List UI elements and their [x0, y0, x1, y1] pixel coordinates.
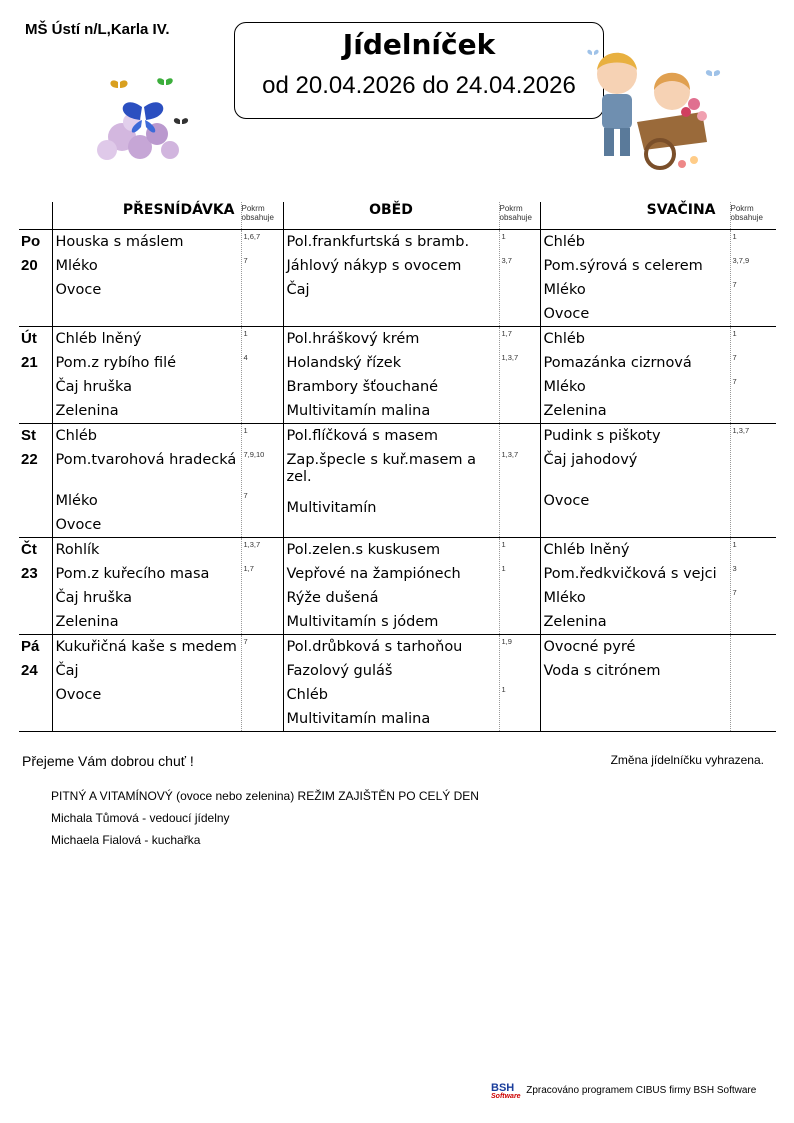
allergen-codes [244, 707, 283, 731]
menu-item: Jáhlový nákyp s ovocem [286, 258, 462, 274]
allergen-codes: 4 [243, 353, 248, 362]
lunch-allergens [499, 230, 540, 327]
menu-item: Brambory šťouchané [286, 379, 439, 395]
menu-item: Čaj hruška [55, 590, 133, 606]
lunch-allergens [499, 424, 540, 538]
footer-change-note: Změna jídelníčku vyhrazena. [610, 753, 764, 767]
lunch-allergens [499, 327, 540, 424]
menu-item: Ovocné pyré [543, 639, 636, 655]
menu-item: Ovoce [55, 687, 102, 703]
manager-name: Michala Tůmová - vedoucí jídelny [51, 811, 230, 825]
menu-item: Ovoce [55, 517, 102, 533]
bsh-logo: BSH Software [491, 1082, 521, 1100]
children-cart-icon [582, 42, 732, 192]
lunch-allergens [499, 538, 540, 635]
table-row [19, 230, 776, 327]
allergen-codes: 1,3,7 [501, 353, 519, 362]
menu-item: Holandský řízek [286, 355, 402, 371]
allergen-codes [244, 302, 283, 326]
day-cell [19, 635, 52, 732]
breakfast-items [52, 424, 241, 538]
allergen-codes: 7 [732, 280, 737, 289]
lunch-items [283, 230, 499, 327]
header-allergens: Pokrm obsahuje [499, 202, 540, 230]
snack-items [540, 635, 730, 732]
menu-item: Pom.tvarohová hradecká [55, 452, 237, 468]
snack-allergens [730, 538, 776, 635]
menu-item: Čaj jahodový [543, 452, 638, 468]
menu-item: Rýže dušená [286, 590, 379, 606]
allergen-codes: 7 [243, 491, 248, 500]
lunch-items [283, 635, 499, 732]
breakfast-allergens [241, 424, 283, 538]
allergen-codes: 3,7 [501, 256, 512, 265]
breakfast-items [52, 538, 241, 635]
allergen-codes: 1 [732, 540, 737, 549]
allergen-codes: 1 [243, 426, 248, 435]
butterflies-flowers-icon [82, 72, 202, 177]
menu-item: Mléko [543, 282, 586, 298]
allergen-codes [244, 683, 283, 707]
allergen-codes: 7 [732, 588, 737, 597]
menu-item: Pol.zelen.s kuskusem [286, 542, 441, 558]
allergen-codes [502, 278, 540, 302]
allergen-codes: 1 [501, 540, 506, 549]
bsh-logo-sub: Software [491, 1093, 521, 1100]
day-name: Po [21, 233, 41, 250]
breakfast-allergens [241, 635, 283, 732]
menu-item: Zelenina [55, 614, 119, 630]
allergen-codes: 7 [243, 637, 248, 646]
menu-item: Ovoce [543, 493, 590, 509]
menu-item: Mléko [55, 493, 98, 509]
allergen-codes: 7 [243, 256, 248, 265]
menu-table [19, 202, 776, 732]
menu-item: Chléb [55, 428, 97, 444]
allergen-codes [733, 513, 777, 537]
menu-item: Zelenina [55, 403, 119, 419]
menu-item: Multivitamín [286, 500, 377, 516]
allergen-codes: 7 [732, 353, 737, 362]
allergen-codes [733, 683, 777, 707]
lunch-items [283, 538, 499, 635]
day-name: Čt [21, 541, 37, 558]
allergen-codes [502, 424, 540, 448]
allergen-codes: 1,7 [501, 329, 512, 338]
snack-items [540, 424, 730, 538]
allergen-codes: 1 [732, 232, 737, 241]
breakfast-allergens [241, 538, 283, 635]
allergen-codes [502, 489, 540, 513]
allergen-codes [733, 448, 777, 489]
allergen-codes [244, 278, 283, 302]
header-snack: SVAČINA [540, 202, 730, 230]
snack-items [540, 538, 730, 635]
menu-item: Vepřové na žampiónech [286, 566, 461, 582]
allergen-codes [244, 586, 283, 610]
allergen-codes: 1,6,7 [243, 232, 261, 241]
allergen-codes [244, 513, 283, 537]
menu-item: Chléb lněný [55, 331, 142, 347]
menu-item: Chléb [543, 331, 585, 347]
allergen-codes [244, 659, 283, 683]
school-name: MŠ Ústí n/L,Karla IV. [25, 21, 170, 38]
breakfast-items [52, 327, 241, 424]
footer-notes [51, 785, 479, 851]
menu-item: Mléko [543, 379, 586, 395]
menu-item: Čaj [286, 282, 310, 298]
day-cell [19, 327, 52, 424]
menu-item: Čaj hruška [55, 379, 133, 395]
menu-item: Kukuřičná kaše s medem [55, 639, 237, 655]
breakfast-items [52, 635, 241, 732]
allergen-codes: 1,9 [501, 637, 512, 646]
header-allergens: Pokrm obsahuje [730, 202, 776, 230]
breakfast-items [52, 230, 241, 327]
menu-item: Fazolový guláš [286, 663, 393, 679]
menu-item: Zap.špecle s kuř.masem a zel. [286, 452, 476, 485]
allergen-codes [733, 635, 777, 659]
allergen-codes [733, 610, 777, 634]
page-title: Jídelníček [342, 28, 496, 61]
allergen-codes [502, 513, 540, 537]
footer-wish: Přejeme Vám dobrou chuť ! [22, 753, 194, 769]
drinking-regime-note: PITNÝ A VITAMÍNOVÝ (ovoce nebo zelenina) REŽIM ZAJIŠTĚN PO CELÝ DEN [51, 789, 479, 803]
menu-item: Mléko [55, 258, 98, 274]
allergen-codes [502, 399, 540, 423]
day-number: 24 [21, 662, 38, 679]
allergen-codes: 7,9,10 [243, 450, 265, 459]
allergen-codes [244, 610, 283, 634]
lunch-items [283, 424, 499, 538]
allergen-codes [502, 659, 540, 683]
menu-item: Voda s citrónem [543, 663, 661, 679]
allergen-codes [502, 586, 540, 610]
allergen-codes [733, 399, 777, 423]
day-cell [19, 230, 52, 327]
menu-item: Pol.frankfurtská s bramb. [286, 234, 470, 250]
allergen-codes [733, 302, 777, 326]
menu-item: Pom.sýrová s celerem [543, 258, 703, 274]
day-number: 21 [21, 354, 38, 371]
table-row [19, 538, 776, 635]
allergen-codes [244, 375, 283, 399]
snack-allergens [730, 424, 776, 538]
header-allergens: Pokrm obsahuje [241, 202, 283, 230]
snack-items [540, 327, 730, 424]
title-box [234, 22, 604, 119]
allergen-codes: 1,3,7 [501, 450, 519, 459]
software-credit [491, 1082, 757, 1100]
table-row [19, 327, 776, 424]
menu-item: Ovoce [543, 306, 590, 322]
allergen-codes [733, 659, 777, 683]
menu-item: Multivitamín s jódem [286, 614, 439, 630]
menu-item: Pom.z kuřecího masa [55, 566, 210, 582]
menu-item: Chléb [286, 687, 328, 703]
menu-period: od 20.04.2026 do 24.04.2026 [262, 72, 576, 99]
allergen-codes: 1 [243, 329, 248, 338]
menu-item: Chléb [543, 234, 585, 250]
snack-items [540, 230, 730, 327]
allergen-codes: 1 [501, 564, 506, 573]
breakfast-allergens [241, 230, 283, 327]
snack-allergens [730, 230, 776, 327]
day-cell [19, 538, 52, 635]
menu-item: Pudink s piškoty [543, 428, 661, 444]
menu-item: Pol.flíčková s masem [286, 428, 438, 444]
menu-item: Ovoce [55, 282, 102, 298]
menu-item: Zelenina [543, 614, 607, 630]
table-header [19, 202, 776, 230]
header-lunch: OBĚD [283, 202, 499, 230]
menu-item: Zelenina [543, 403, 607, 419]
allergen-codes [733, 489, 777, 513]
menu-item: Multivitamín malina [286, 403, 431, 419]
lunch-allergens [499, 635, 540, 732]
allergen-codes [244, 399, 283, 423]
allergen-codes: 1,3,7 [732, 426, 750, 435]
menu-item: Pol.drůbková s tarhoňou [286, 639, 463, 655]
menu-item: Pomazánka cizrnová [543, 355, 692, 371]
day-name: St [21, 427, 36, 444]
lunch-items [283, 327, 499, 424]
day-number: 22 [21, 451, 38, 468]
menu-item: Multivitamín malina [286, 711, 431, 727]
allergen-codes: 1 [501, 232, 506, 241]
menu-item: Houska s máslem [55, 234, 184, 250]
allergen-codes: 3,7,9 [732, 256, 750, 265]
menu-item: Čaj [55, 663, 79, 679]
menu-item: Chléb lněný [543, 542, 630, 558]
menu-item: Pom.z rybího filé [55, 355, 177, 371]
allergen-codes: 1 [501, 685, 506, 694]
allergen-codes: 1,7 [243, 564, 254, 573]
allergen-codes [502, 610, 540, 634]
day-name: Pá [21, 638, 40, 655]
menu-item: Mléko [543, 590, 586, 606]
table-row [19, 424, 776, 538]
allergen-codes: 3 [732, 564, 737, 573]
day-cell [19, 424, 52, 538]
menu-item: Pom.ředkvičková s vejci [543, 566, 717, 582]
allergen-codes [502, 375, 540, 399]
cook-name: Michaela Fialová - kuchařka [51, 833, 201, 847]
software-text: Zpracováno programem CIBUS firmy BSH Software [526, 1085, 757, 1096]
day-number: 23 [21, 565, 38, 582]
allergen-codes: 1,3,7 [243, 540, 261, 549]
breakfast-allergens [241, 327, 283, 424]
day-name: Út [21, 330, 37, 347]
snack-allergens [730, 327, 776, 424]
day-number: 20 [21, 257, 38, 274]
snack-allergens [730, 635, 776, 732]
allergen-codes: 7 [732, 377, 737, 386]
allergen-codes: 1 [732, 329, 737, 338]
menu-item: Rohlík [55, 542, 100, 558]
menu-item: Pol.hráškový krém [286, 331, 420, 347]
allergen-codes [502, 707, 540, 731]
allergen-codes [502, 302, 540, 326]
allergen-codes [733, 707, 777, 731]
header-breakfast: PŘESNÍDÁVKA [52, 202, 241, 230]
table-row [19, 635, 776, 732]
